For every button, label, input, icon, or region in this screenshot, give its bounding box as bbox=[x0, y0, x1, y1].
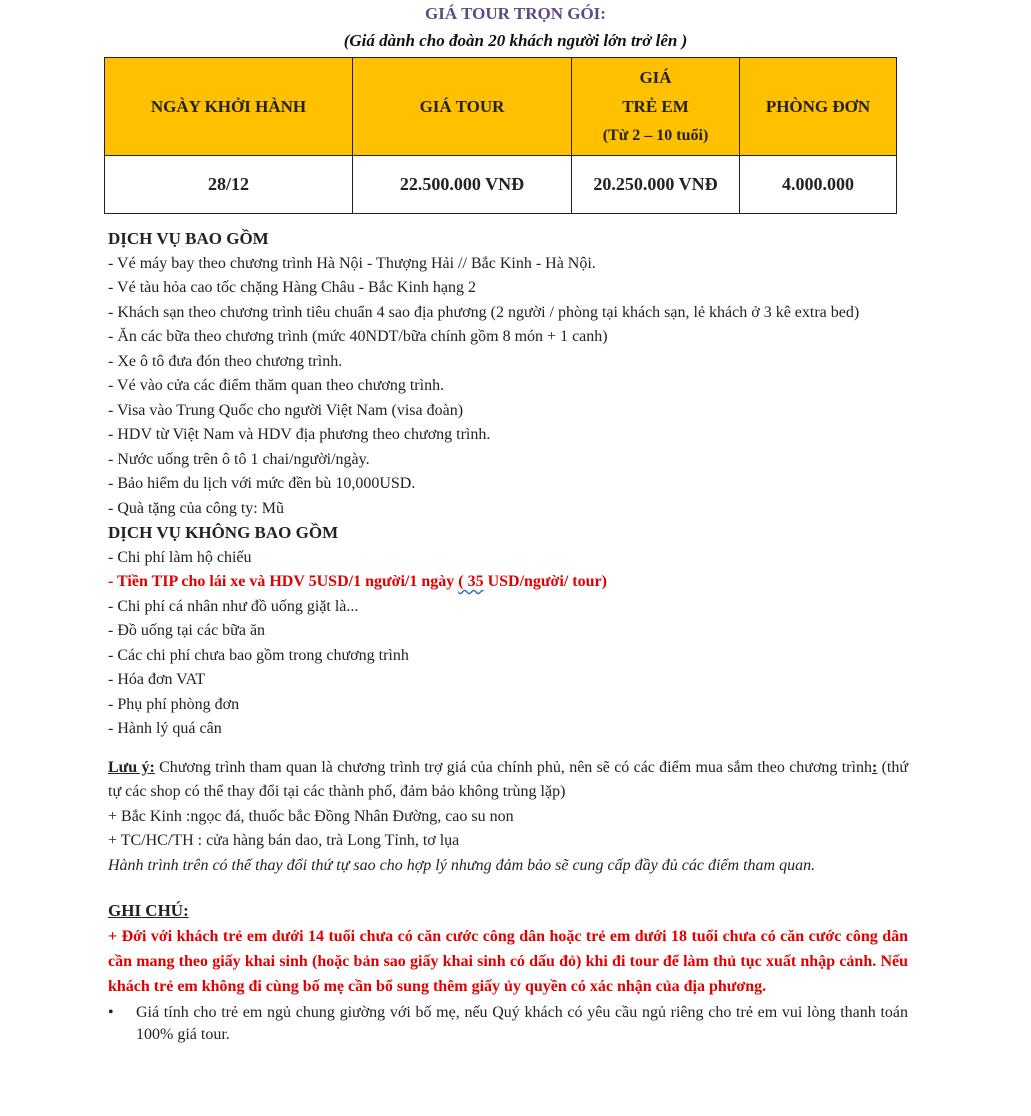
list-item: - Chi phí cá nhân như đồ uống giặt là... bbox=[108, 597, 359, 615]
ghichu-bullet-item bbox=[108, 1002, 908, 1046]
header-single-room: PHÒNG ĐƠN bbox=[740, 58, 897, 156]
price-table-header bbox=[105, 58, 897, 156]
header-tour-price: GIÁ TOUR bbox=[353, 58, 572, 156]
list-item: - Chi phí làm hộ chiếu bbox=[108, 548, 252, 566]
excluded-list bbox=[108, 546, 908, 742]
cell-single-room: 4.000.000 bbox=[740, 156, 897, 214]
header-child-line1: GIÁ bbox=[639, 68, 672, 87]
ghichu-bullet-text: Giá tính cho trẻ em ngủ chung giường với bố mẹ, nếu Quý khách có yêu cầu ngủ riêng cho trẻ em vui lòng thanh toán 100% giá tour. bbox=[136, 1003, 908, 1043]
price-table bbox=[104, 57, 897, 214]
bullet-icon: • bbox=[108, 1003, 114, 1021]
header-child-price bbox=[572, 58, 740, 156]
list-item: - Quà tặng của công ty: Mũ bbox=[108, 499, 284, 517]
note-italic: Hành trình trên có thể thay đổi thứ tự sao cho hợp lý nhưng đảm bảo sẽ cung cấp đầy đủ các điểm tham quan. bbox=[108, 856, 816, 874]
ghichu-heading: GHI CHÚ: bbox=[108, 901, 189, 920]
tip-text-part1: - Tiền TIP cho lái xe và HDV 5USD/1 người/1 ngày bbox=[108, 573, 459, 590]
list-item: - Vé vào cửa các điểm thăm quan theo chương trình. bbox=[108, 377, 445, 394]
list-item: - Hành lý quá cân bbox=[108, 720, 222, 737]
page-title: GIÁ TOUR TRỌN GÓI: bbox=[425, 4, 606, 23]
cell-departure: 28/12 bbox=[105, 156, 353, 214]
note-line-bk: + Bắc Kinh :ngọc đá, thuốc bắc Đồng Nhân Đường, cao su non bbox=[108, 807, 514, 825]
header-departure: NGÀY KHỞI HÀNH bbox=[105, 58, 353, 156]
tip-text-part2: USD/người/ tour) bbox=[483, 573, 607, 590]
list-item: - Các chi phí chưa bao gồm trong chương trình bbox=[108, 646, 409, 664]
list-item: - Vé tàu hỏa cao tốc chặng Hàng Châu - Bắc Kinh hạng 2 bbox=[108, 279, 477, 296]
cell-child-price: 20.250.000 VNĐ bbox=[572, 156, 740, 214]
table-row bbox=[105, 156, 897, 214]
list-item: - Nước uống trên ô tô 1 chai/người/ngày. bbox=[108, 450, 370, 468]
ghichu-red-text: + Đới với khách trẻ em dưới 14 tuổi chưa có căn cước công dân hoặc trẻ em dưới 18 tuổi chưa có căn cước công dân cần mang theo giấy khai sinh (hoặc bản sao giấy khai sinh có dấu đỏ) khi đi tour để làm thủ tục xuất nhập cảnh. Nếu khách trẻ em không đi cùng bố mẹ cần bổ sung thêm giấy ủy quyền có xác nhận của địa phương. bbox=[108, 927, 908, 995]
tip-text-wavy: ( 35 bbox=[458, 573, 484, 590]
cell-tour-price: 22.500.000 VNĐ bbox=[353, 156, 572, 214]
list-item: - Bảo hiểm du lịch với mức đền bù 10,000USD. bbox=[108, 475, 416, 492]
included-heading: DỊCH VỤ BAO GỒM bbox=[108, 229, 269, 248]
list-item: - HDV từ Việt Nam và HDV địa phương theo chương trình. bbox=[108, 426, 491, 443]
header-child-line2: TRẺ EM bbox=[622, 97, 689, 116]
note-line-tc: + TC/HC/TH : cửa hàng bán dao, trà Long Tỉnh, tơ lụa bbox=[108, 832, 460, 849]
list-item: - Khách sạn theo chương trình tiêu chuẩn 4 sao địa phương (2 người / phòng tại khách sạn, lẻ khách ở 3 kê extra bed) bbox=[108, 303, 860, 321]
included-list bbox=[108, 252, 908, 522]
note-colon: : bbox=[871, 758, 878, 776]
list-item: - Hóa đơn VAT bbox=[108, 671, 206, 688]
list-item: - Visa vào Trung Quốc cho người Việt Nam (visa đoàn) bbox=[108, 401, 464, 419]
note-paragraph bbox=[108, 756, 908, 805]
list-item: - Đồ uống tại các bữa ăn bbox=[108, 622, 266, 639]
spacer bbox=[108, 878, 908, 899]
note-text1: Chương trình tham quan là chương trình trợ giá của chính phủ, nên sẽ có các điểm mua sắm theo chương trình bbox=[154, 758, 872, 776]
excluded-heading: DỊCH VỤ KHÔNG BAO GỒM bbox=[108, 523, 339, 542]
spacer bbox=[108, 742, 908, 756]
note-label: Lưu ý: bbox=[108, 758, 155, 776]
page-subtitle: (Giá dành cho đoàn 20 khách người lớn trở lên ) bbox=[343, 31, 688, 50]
tip-item bbox=[108, 570, 908, 595]
list-item: - Phụ phí phòng đơn bbox=[108, 695, 240, 713]
list-item: - Vé máy bay theo chương trình Hà Nội - Thượng Hải // Bắc Kinh - Hà Nội. bbox=[108, 254, 596, 272]
note-text2: (thứ tự các shop có thể thay đổi tại các thành phố, đảm bảo không trùng lặp) bbox=[108, 758, 909, 800]
list-item: - Ăn các bữa theo chương trình (mức 40NDT/bữa chính gồm 8 món + 1 canh) bbox=[108, 328, 608, 345]
document-body bbox=[108, 227, 908, 1046]
list-item: - Xe ô tô đưa đón theo chương trình. bbox=[108, 352, 343, 370]
header-child-age: (Từ 2 – 10 tuổi) bbox=[602, 127, 709, 144]
